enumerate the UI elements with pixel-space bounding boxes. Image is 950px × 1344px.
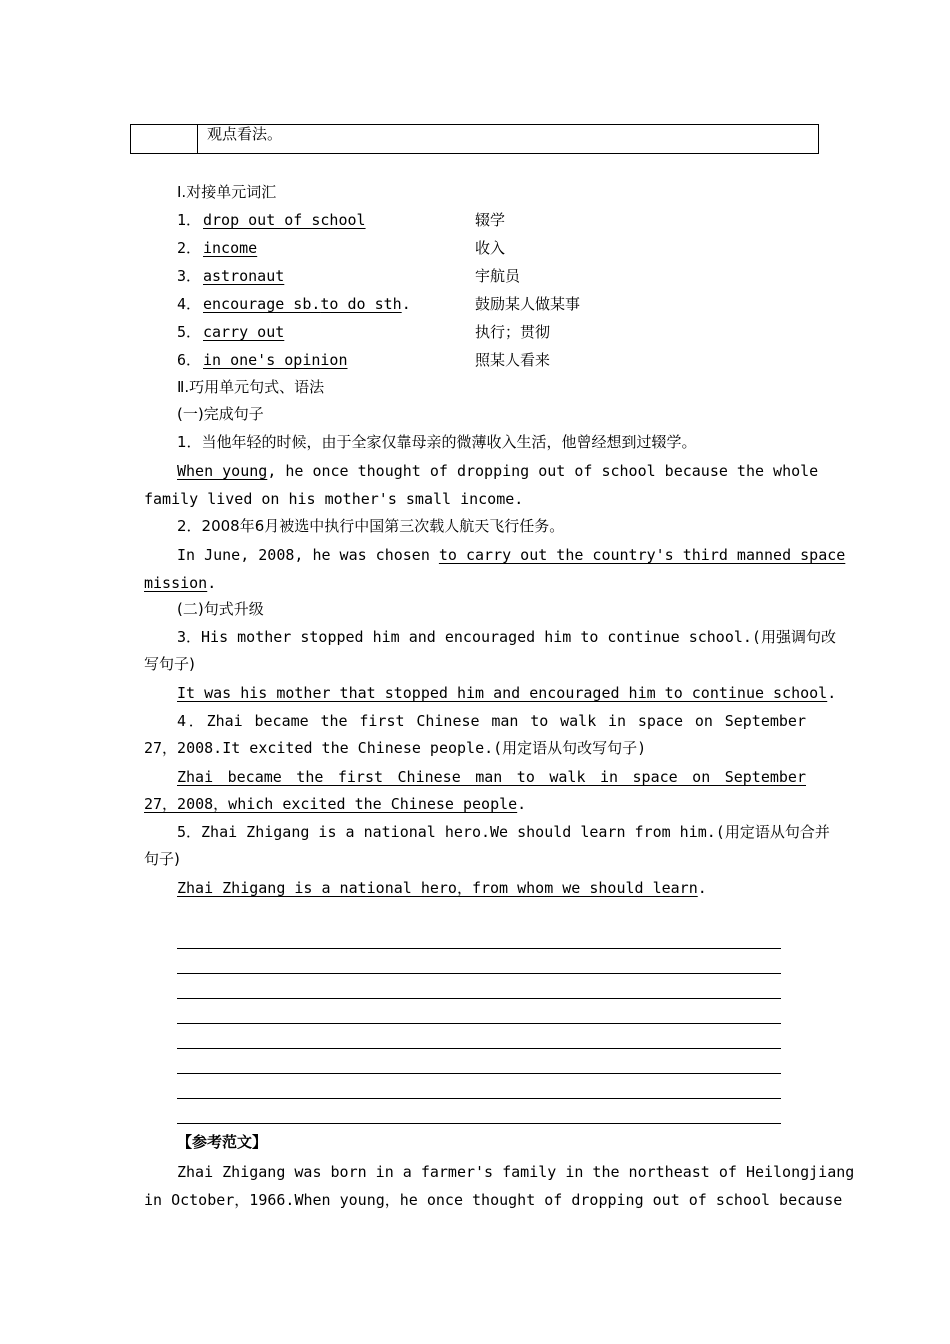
q4-answer: 27，2008，which excited the Chinese people (144, 795, 518, 813)
vocab-answer: income (203, 239, 258, 257)
q5-answer-line: Zhai Zhigang is a national hero，from whom we should learn. (177, 879, 707, 897)
q5-answer: Zhai Zhigang is a national hero，from whom we should learn (177, 879, 698, 897)
vocab-meaning: 辍学 (475, 211, 506, 229)
section2-heading: Ⅱ.巧用单元句式、语法 (177, 378, 325, 396)
subsection-complete-sentences: (一)完成句子 (177, 405, 264, 423)
writing-line (177, 1073, 781, 1074)
vocab-answer: to do sth (320, 295, 402, 313)
vocab-meaning: 照某人看来 (475, 351, 551, 369)
reference-text-line-2: in October，1966.When young，he once thought of dropping out of school because (144, 1191, 843, 1209)
reference-text-line-1: Zhai Zhigang was born in a farmer's family in the northeast of Heilongjiang (177, 1163, 855, 1181)
q1-answer-line-2: family lived on his mother's small income. (144, 490, 524, 508)
vocab-answer: astronaut (203, 267, 285, 285)
table-row (130, 124, 819, 154)
q3-prompt: 3．His mother stopped him and encouraged him to continue school.(用强调句改 (177, 628, 836, 646)
vocab-meaning: 执行；贯彻 (475, 323, 551, 341)
q3-prompt-line-2: 写句子) (144, 655, 195, 673)
q2-answer-line-2: mission. (144, 574, 217, 592)
q5-prompt: 5．Zhai Zhigang is a national hero.We should learn from him.(用定语从句合并 (177, 823, 830, 841)
writing-line (177, 1048, 781, 1049)
writing-line (177, 948, 781, 949)
q2-prompt: 2．2008年6月被选中执行中国第三次载人航天飞行任务。 (177, 517, 565, 535)
vocab-meaning: 鼓励某人做某事 (475, 295, 581, 313)
vocab-answer: drop out of school (203, 211, 366, 229)
reference-heading: 【参考范文】 (177, 1133, 268, 1151)
q3-answer: It was his mother that stopped him and encouraged him to continue school (177, 684, 828, 702)
q4-answer: Zhai became the first Chinese man to walk in space on September (177, 768, 806, 786)
writing-line (177, 973, 781, 974)
table-cell-text: 观点看法。 (207, 125, 283, 143)
q2-answer: mission (144, 574, 208, 592)
q5-prompt-line-2: 句子) (144, 850, 180, 868)
q3-answer-line: It was his mother that stopped him and encouraged him to continue school. (177, 684, 837, 702)
vocab-answer: carry out (203, 323, 285, 341)
vocab-answer: encourage sb. (203, 295, 321, 313)
q2-answer: to carry out the country's third manned space (438, 546, 846, 564)
q1-answer-line: When young, he once thought of dropping out of school because the whole (177, 462, 819, 480)
section1-heading: Ⅰ.对接单元词汇 (177, 183, 277, 201)
q4-answer-line-2: 27，2008，which excited the Chinese people. (144, 795, 527, 813)
writing-line (177, 998, 781, 999)
writing-line (177, 1023, 781, 1024)
vocab-meaning: 收入 (475, 239, 506, 257)
subsection-sentence-upgrade: (二)句式升级 (177, 600, 264, 618)
q4-prompt-line-2: 27，2008.It excited the Chinese people.(用定语从句改写句子) (144, 739, 647, 757)
q1-answer: When young (177, 462, 268, 480)
q4-prompt: 4．Zhai became the first Chinese man to walk in space on September (177, 712, 806, 730)
table-cell-empty (131, 125, 198, 153)
vocab-meaning: 宇航员 (475, 267, 521, 285)
q1-prompt: 1．当他年轻的时候，由于全家仅靠母亲的微薄收入生活，他曾经想到过辍学。 (177, 433, 697, 451)
vocab-answer: in one's opinion (203, 351, 348, 369)
q2-answer-line: In June, 2008, he was chosen to carry out the country's third manned space (177, 546, 846, 564)
writing-line (177, 1098, 781, 1099)
writing-line (177, 1123, 781, 1124)
